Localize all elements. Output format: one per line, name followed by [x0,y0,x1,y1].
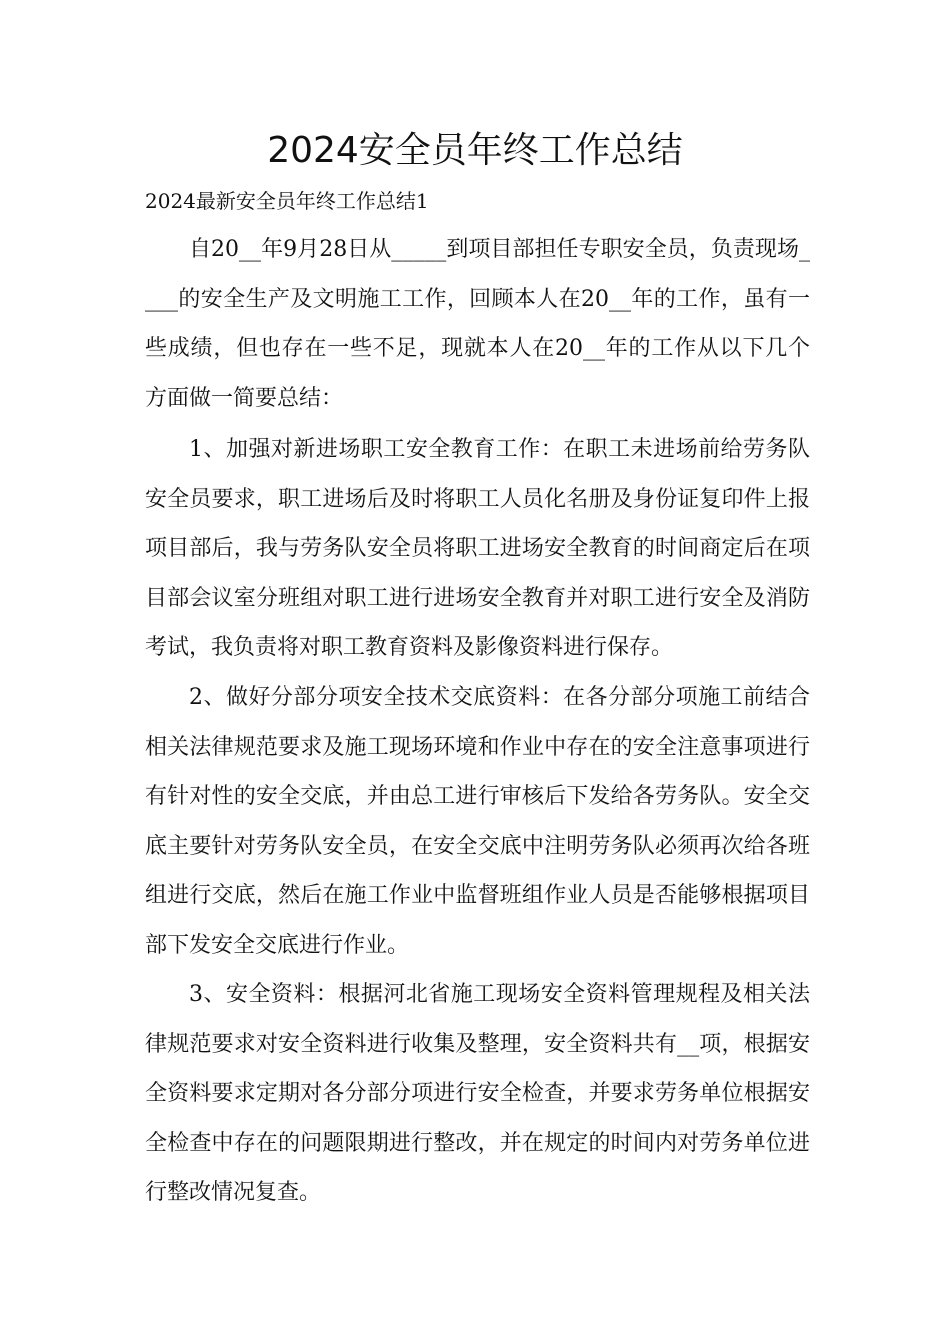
paragraph-intro: 自20__年9月28日从_____到项目部担任专职安全员，负责现场____的安全生产及文明施工工作，回顾本人在20__年的工作，虽有一些成绩，但也存在一些不足，现就本人在20__年的工作从以下几个方面做一简要总结： [145,237,810,411]
paragraph-safety-records: 3、安全资料：根据河北省施工现场安全资料管理规程及相关法律规范要求对安全资料进行收集及整理，安全资料共有__项，根据安全资料要求定期对各分部分项进行安全检查，并要求劳务单位根据安全检查中存在的问题限期进行整改，并在规定的时间内对劳务单位进行整改情况复查。 [145,982,810,1205]
paragraph-safety-education: 1、加强对新进场职工安全教育工作：在职工未进场前给劳务队安全员要求，职工进场后及时将职工人员化名册及身份证复印件上报项目部后，我与劳务队安全员将职工进场安全教育的时间商定后在项目部会议室分班组对职工进行进场安全教育并对职工进行安全及消防考试，我负责将对职工教育资料及影像资料进行保存。 [145,437,810,660]
paragraph-technical-briefing: 2、做好分部分项安全技术交底资料：在各分部分项施工前结合相关法律规范要求及施工现场环境和作业中存在的安全注意事项进行有针对性的安全交底，并由总工进行审核后下发给各劳务队。安全交底主要针对劳务队安全员，在安全交底中注明劳务队必须再次给各班组进行交底，然后在施工作业中监督班组作业人员是否能够根据项目部下发安全交底进行作业。 [145,685,810,958]
document-subtitle: 2024最新安全员年终工作总结1 [145,189,429,213]
document-title: 2024安全员年终工作总结 [267,130,683,171]
